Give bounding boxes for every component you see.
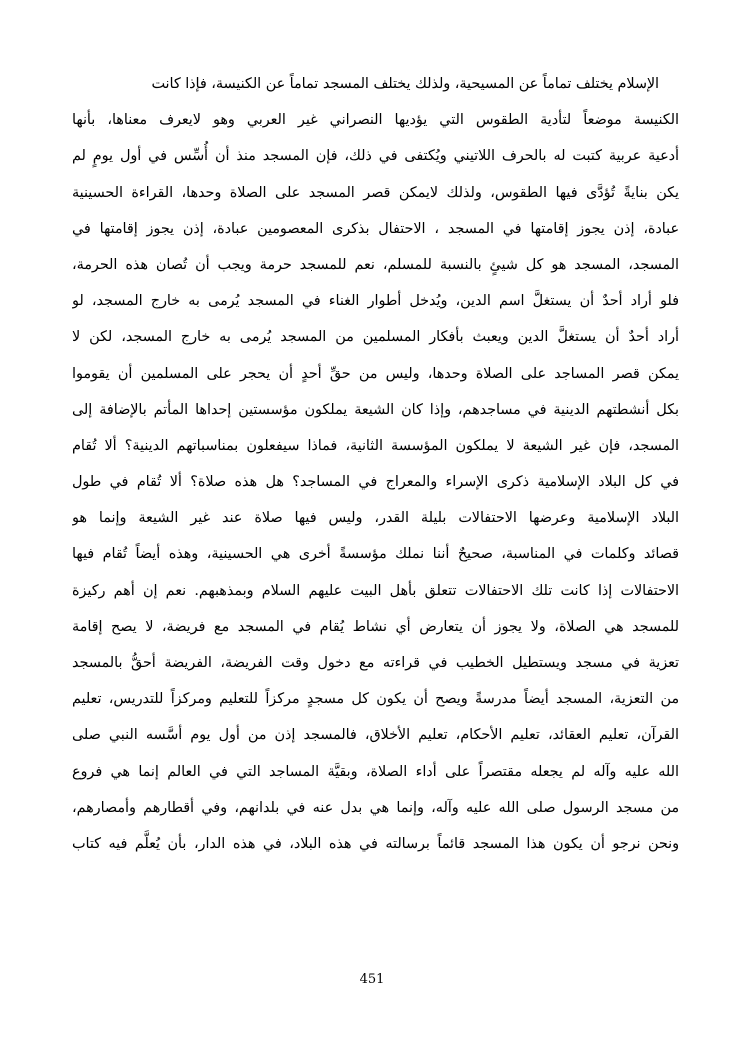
- text-line: الكنيسة موضعاً لتأدية الطقوس التي يؤديها النصراني غير العربي وهو لايعرف معناها، بأنها: [72, 112, 679, 129]
- text-line: من التعزية، المسجد أيضاً مدرسةً ويصح أن يكون كل مسجدٍ مركزاً للتعليم ومركزاً للتدريس، تعليم: [72, 691, 679, 708]
- text-line: أراد أحدٌ أن يستغلَّ الدين ويعبث بأفكار المسلمين من المسجد يُرمى به خارج المسجد، لكن لا: [72, 329, 679, 346]
- text-line: عبادة، إذن يجوز إقامتها في المسجد ، الاحتفال بذكرى المعصومين عبادة، إذن يجوز إقامتها في: [72, 220, 679, 237]
- text-line: المسجد، المسجد هو كل شيئٍ بالنسبة للمسلم، نعم للمسجد حرمة ويجب أن تُصان هذه الحرمة،: [72, 256, 679, 273]
- text-line: يكن بنايةً تُؤدَّى فيها الطقوس، ولذلك لايمكن قصر المسجد على الصلاة وحدها، القراءة الحسينية: [72, 184, 679, 201]
- text-line: في كل البلاد الإسلامية ذكرى الإسراء والمعراج في المساجد؟ هل هذه صلاة؟ ألا تُقام في طول: [72, 474, 679, 491]
- text-line: الاحتفالات إذا كانت تلك الاحتفالات تتعلق بأهل البيت عليهم السلام وبمذهبهم. نعم إن أهم ركيزة: [72, 582, 679, 599]
- text-line: فلو أراد أحدٌ أن يستغلَّ اسم الدين، ويُدخل أطوار الغناء في المسجد يُرمى به خارج المسجد، لو: [72, 293, 679, 310]
- text-line: من مسجد الرسول صلى الله عليه وآله، وإنما هي بدل عنه في بلدانهم، وفي أقطارهم وأمصارهم،: [72, 799, 679, 816]
- text-line: يمكن قصر المساجد على الصلاة وحدها، وليس من حقِّ أحدٍ أن يحجر على المسلمين أن يقوموا: [72, 365, 679, 382]
- text-line: القرآن، تعليم العقائد، تعليم الأحكام، تعليم الأخلاق، فالمسجد إذن من أول يوم أسَّسه النبي صلى: [72, 727, 679, 744]
- text-line: البلاد الإسلامية وعرضها الاحتفالات بليلة القدر، وليس فيها صلاة عند غير الشيعة وإنما هو: [72, 510, 679, 527]
- body-text: [72, 66, 679, 862]
- text-line: تعزية في مسجد ويستطيل الخطيب في قراءته مع دخول وقت الفريضة، الفريضة أحقُّ بالمسجد: [72, 655, 679, 671]
- text-line: بكل أنشطتهم الدينية في مساجدهم، وإذا كان الشيعة يملكون مؤسستين إحداها المأتم بالإضافة إلى: [72, 401, 679, 418]
- text-line: ونحن نرجو أن يكون هذا المسجد قائماً برسالته في هذه البلاد، في هذه الدار، بأن يُعلَّم فيه كتاب: [72, 835, 679, 852]
- text-line: المسجد، فإن غير الشيعة لا يملكون المؤسسة الثانية، فماذا سيفعلون بمناسباتهم الدينية؟ ألا تُقام: [72, 437, 679, 454]
- text-line: الإسلام يختلف تماماً عن المسيحية، ولذلك يختلف المسجد تماماً عن الكنيسة، فإذا كانت: [151, 76, 659, 92]
- text-line: للمسجد هي الصلاة، ولا يجوز أن يتعارض أي نشاط يُقام في المسجد مع فريضة، لا يصح إقامة: [72, 618, 679, 635]
- text-line: أدعية عربية كتبت له بالحرف اللاتيني ويُكتفى في ذلك، فإن المسجد منذ أن أُسِّس في أول يومٍ لم: [72, 148, 679, 165]
- text-line: الله عليه وآله لم يجعله مقتصراً على أداء الصلاة، وبقيَّة المساجد التي في العالم إنما هي فروع: [72, 763, 679, 780]
- text-line: قصائد وكلمات في المناسبة، صحيحٌ أننا نملك مؤسسةً أخرى هي الحسينية، وهذه أيضاً تُقام فيها: [72, 546, 679, 563]
- page-number: 451: [359, 972, 385, 987]
